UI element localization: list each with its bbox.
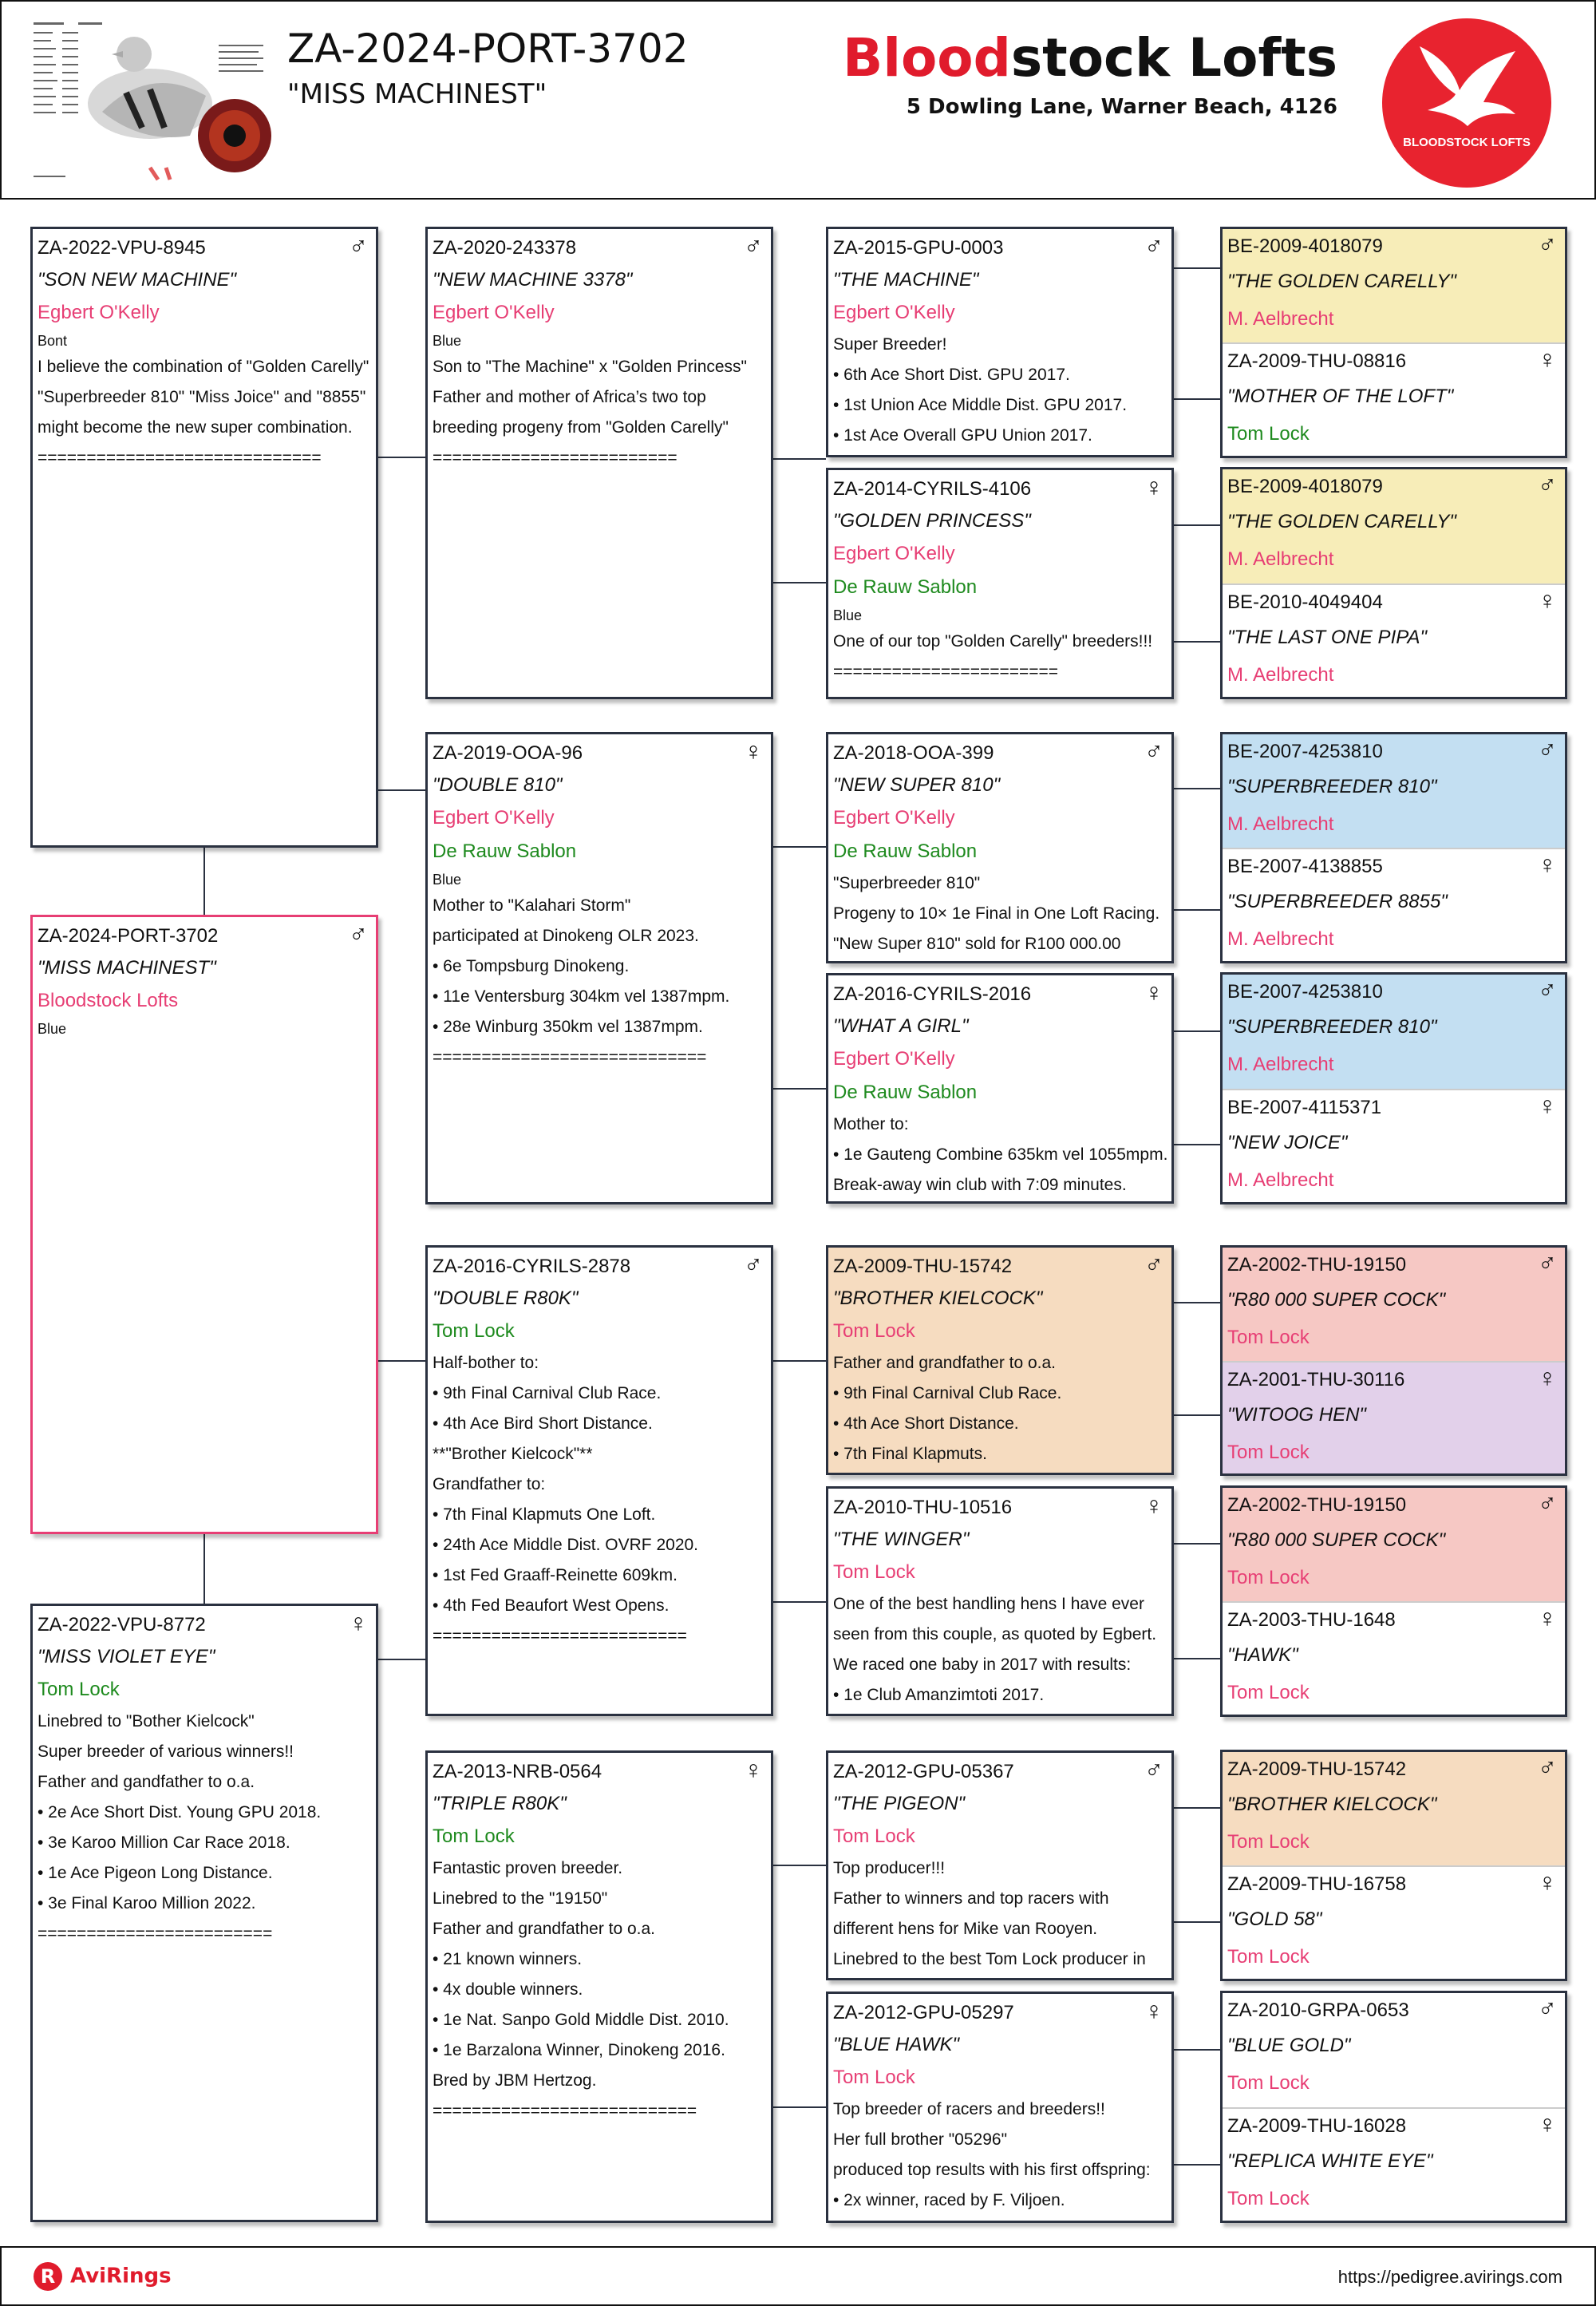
great-granddam[interactable] [1223,848,1565,961]
co-owner-name: De Rauw Sablon [433,841,577,862]
grandparent-card[interactable] [425,227,773,699]
ring-number: ZA-2010-GRPA-0653 [1227,1999,1409,2021]
ring-number: ZA-2009-THU-15742 [1227,1758,1407,1780]
note-line: Bred by JBM Hertzog. [433,2071,597,2090]
note-line: might become the new super combination. [38,418,353,437]
sire-card[interactable] [30,227,378,848]
note-line: seen from this couple, as quoted by Egbert. [833,1625,1157,1643]
owner-name: Tom Lock [433,1320,515,1342]
feather-color: Blue [833,607,863,623]
great-granddam[interactable] [1223,342,1565,456]
owner-name: M. Aelbrecht [1227,308,1334,330]
feather-color: Bont [38,333,68,349]
note-line: different hens for Mike van Rooyen. [833,1920,1098,1938]
owner-name: Tom Lock [433,1825,515,1847]
pigeon-name: "WHAT A GIRL" [833,1015,969,1037]
grandparent-card[interactable] [425,732,773,1204]
pedigree-ring-number: ZA-2024-PORT-3702 [287,26,689,72]
great-granddam[interactable] [1223,2107,1565,2221]
ring-number: ZA-2002-THU-19150 [1227,1494,1407,1516]
note-line: Break-away win club with 7:09 minutes. [833,1176,1127,1194]
great-grandsire[interactable] [1223,734,1565,848]
ring-number: ZA-2003-THU-1648 [1227,1609,1396,1631]
ring-number: ZA-2013-NRB-0564 [433,1761,602,1782]
owner-name: Tom Lock [1227,1946,1310,1968]
ring-number: BE-2009-4018079 [1227,235,1383,257]
female-icon: ♀ [1144,978,1163,1007]
ring-number: ZA-2022-VPU-8772 [38,1614,206,1636]
note-line: • 3e Karoo Million Car Race 2018. [38,1833,290,1852]
co-owner-name: De Rauw Sablon [833,1082,978,1103]
pigeon-name: "BROTHER KIELCOCK" [1227,1794,1437,1815]
ring-number: ZA-2024-PORT-3702 [38,925,219,947]
note-line: • 21 known winners. [433,1950,583,1968]
ring-number: BE-2007-4115371 [1227,1096,1382,1118]
note-line: Progeny to 10× 1e Final in One Loft Racing. [833,904,1160,923]
pigeon-name: "NEW SUPER 810" [833,774,1001,796]
owner-name: Tom Lock [833,1825,915,1847]
pigeon-name: "BROTHER KIELCOCK" [833,1287,1043,1309]
great-grandparent-card[interactable] [826,1992,1174,2223]
note-line: Father and gandfather to o.a. [38,1773,255,1791]
pigeon-name: "SUPERBREEDER 8855" [1227,891,1448,912]
note-line: produced top results with his first offspring: [833,2161,1151,2179]
note-line: Super Breeder! [833,335,947,354]
note-line: • 1st Ace Overall GPU Union 2017. [833,426,1092,445]
owner-name: Tom Lock [1227,2187,1310,2209]
pigeon-name: "BLUE HAWK" [833,2034,959,2055]
owner-name: Egbert O'Kelly [38,302,160,323]
pigeon-name: "GOLDEN PRINCESS" [833,510,1031,532]
note-line: Father and grandfather to o.a. [433,1920,656,1938]
male-icon: ♂ [1538,230,1557,259]
great-grandparents-pair [1220,732,1567,963]
male-icon: ♂ [1538,1753,1557,1782]
great-grandparent-card[interactable] [826,973,1174,1204]
female-icon: ♀ [1538,1604,1557,1632]
great-granddam[interactable] [1223,1089,1565,1203]
note-line: Half-bother to: [433,1354,539,1372]
note-line: • 11e Ventersburg 304km vel 1387mpm. [433,987,730,1006]
owner-name: M. Aelbrecht [1227,548,1334,570]
owner-name: M. Aelbrecht [1227,1169,1334,1191]
ring-number: ZA-2018-OOA-399 [833,742,994,764]
note-line: • 1st Union Ace Middle Dist. GPU 2017. [833,396,1128,414]
pigeon-name: "THE MACHINE" [833,269,979,291]
pigeon-name: "BLUE GOLD" [1227,2035,1351,2056]
ring-number: BE-2007-4253810 [1227,981,1383,1003]
pigeon-name: "SUPERBREEDER 810" [1227,776,1437,797]
co-owner-name: De Rauw Sablon [833,841,978,862]
owner-name: Tom Lock [1227,423,1310,445]
owner-name: Egbert O'Kelly [433,807,555,829]
note-line: • 1st Fed Graaff-Reinette 609km. [433,1566,678,1584]
male-icon: ♂ [1144,231,1163,260]
owner-name: M. Aelbrecht [1227,1054,1334,1075]
pigeon-name: "THE PIGEON" [833,1793,966,1814]
male-icon: ♂ [1144,1755,1163,1784]
note-line: ======================= [833,663,1059,681]
pigeon-name: "NEW JOICE" [1227,1131,1348,1153]
ring-number: ZA-2009-THU-16758 [1227,1873,1407,1895]
great-granddam[interactable] [1223,1601,1565,1715]
subject-card[interactable] [30,915,378,1534]
feather-color: Blue [433,872,462,888]
owner-name: Tom Lock [833,2067,915,2088]
male-icon: ♂ [1538,470,1557,499]
note-line: One of the best handling hens I have ever [833,1595,1144,1613]
pigeon-name: "HAWK" [1227,1644,1298,1666]
great-grandsire[interactable] [1223,1248,1565,1361]
feather-color: Blue [433,333,462,349]
note-line: "New Super 810" sold for R100 000.00 [833,935,1121,953]
note-line: • 4th Ace Bird Short Distance. [433,1414,653,1433]
pigeon-name: "GOLD 58" [1227,1908,1322,1930]
note-line: ========================== [433,1627,687,1645]
pigeon-name: "REPLICA WHITE EYE" [1227,2150,1433,2172]
female-icon: ♀ [744,737,763,765]
pigeon-name: "DOUBLE 810" [433,774,563,796]
great-grandparents-pair [1220,227,1567,458]
grandparent-card[interactable] [425,1245,773,1716]
ring-number: ZA-2016-CYRILS-2016 [833,983,1032,1005]
ring-number: ZA-2009-THU-08816 [1227,350,1407,372]
male-icon: ♂ [1538,1994,1557,2023]
ring-number: ZA-2022-VPU-8945 [38,237,206,259]
note-line: • 2x winner, raced by F. Viljoen. [833,2191,1065,2209]
note-line: I believe the combination of "Golden Carelly" [38,358,369,376]
female-icon: ♀ [1144,473,1163,501]
female-icon: ♀ [744,1755,763,1784]
great-grandsire[interactable] [1223,1752,1565,1865]
male-icon: ♂ [1538,1248,1557,1277]
note-line: Father and mother of Africa’s two top [433,388,706,406]
male-icon: ♂ [744,231,763,260]
great-grandparents-pair [1220,467,1567,699]
male-icon: ♂ [1538,735,1557,764]
female-icon: ♀ [1538,345,1557,374]
owner-name: Tom Lock [1227,1441,1310,1463]
note-line: ============================ [433,1048,707,1066]
pigeon-name: "THE GOLDEN CARELLY" [1227,271,1456,292]
owner-name: Tom Lock [38,1679,120,1700]
ring-number: ZA-2002-THU-19150 [1227,1254,1407,1276]
pigeon-name: "WITOOG HEN" [1227,1403,1366,1426]
owner-name: M. Aelbrecht [1227,663,1334,686]
great-grandparents-pair [1220,1750,1567,1981]
loft-address: 5 Dowling Lane, Warner Beach, 4126 [906,95,1337,119]
pigeon-name: "R80 000 SUPER COCK" [1227,1289,1446,1311]
note-line: • 1e Gauteng Combine 635km vel 1055mpm. [833,1145,1168,1164]
ring-number: ZA-2016-CYRILS-2878 [433,1256,631,1277]
note-line: • 1e Barzalona Winner, Dinokeng 2016. [433,2041,725,2059]
pigeon-name: "THE LAST ONE PIPA" [1227,626,1427,648]
owner-name: Egbert O'Kelly [833,1048,955,1070]
great-grandparents-pair [1220,1991,1567,2223]
great-grandsire[interactable] [1223,1993,1565,2107]
note-line: "Superbreeder 810" "Miss Joice" and "8855" [38,388,366,406]
great-grandparent-card[interactable] [826,1245,1174,1475]
female-icon: ♀ [349,1608,368,1637]
note-line: We raced one baby in 2017 with results: [833,1655,1132,1674]
note-line: Linebred to the best Tom Lock producer in [833,1950,1146,1968]
male-icon: ♂ [1144,1250,1163,1279]
owner-name: Egbert O'Kelly [833,807,955,829]
male-icon: ♂ [744,1250,763,1279]
page-footer [0,2246,1596,2306]
ring-number: ZA-2010-THU-10516 [833,1497,1013,1518]
ring-number: BE-2009-4018079 [1227,476,1383,497]
note-line: ======================== [38,1924,273,1943]
owner-name: Tom Lock [833,1561,915,1583]
ring-number: ZA-2012-GPU-05367 [833,1761,1014,1782]
male-icon: ♂ [1144,737,1163,765]
ring-number: ZA-2001-THU-30116 [1227,1368,1405,1390]
note-line: Mother to "Kalahari Storm" [433,896,631,915]
male-icon: ♂ [1538,975,1557,1004]
great-granddam[interactable] [1223,1361,1565,1474]
owner-name: Bloodstock Lofts [38,990,179,1011]
ring-number: BE-2007-4138855 [1227,856,1383,877]
pigeon-name: "MISS MACHINEST" [38,957,216,979]
feather-color: Blue [38,1021,67,1037]
ring-number: ZA-2009-THU-16028 [1227,2114,1407,2137]
owner-name: Tom Lock [1227,1567,1310,1588]
grandparent-card[interactable] [425,1750,773,2223]
note-line: participated at Dinokeng OLR 2023. [433,927,699,945]
great-grandparent-card[interactable] [826,1750,1174,1980]
ring-number: ZA-2009-THU-15742 [833,1256,1013,1277]
great-grandparents-pair [1220,1485,1567,1717]
owner-name: Egbert O'Kelly [833,302,955,323]
note-line: • 1e Nat. Sanpo Gold Middle Dist. 2010. [433,2011,729,2029]
note-line: • 4th Fed Beaufort West Opens. [433,1596,670,1615]
owner-name: Egbert O'Kelly [433,302,555,323]
female-icon: ♀ [1538,585,1557,615]
pigeon-name: "NEW MACHINE 3378" [433,269,633,291]
logo-text: BLOODSTOCK LOFTS [1403,136,1531,149]
note-line: ============================= [38,449,322,467]
female-icon: ♀ [1144,1491,1163,1520]
pigeon-name: "DOUBLE R80K" [433,1287,579,1309]
female-icon: ♀ [1538,1090,1557,1120]
note-line: "Superbreeder 810" [833,874,981,892]
note-line: **"Brother Kielcock"** [433,1445,593,1463]
owner-name: M. Aelbrecht [1227,813,1334,835]
female-icon: ♀ [1144,1996,1163,2025]
note-line: • 7th Final Klapmuts. [833,1445,987,1463]
ring-number: ZA-2012-GPU-05297 [833,2002,1014,2023]
note-line: Grandfather to: [433,1475,546,1493]
female-icon: ♀ [1538,1868,1557,1897]
note-line: Top breeder of racers and breeders!! [833,2100,1105,2118]
avirings-logo-icon: R [34,2262,62,2291]
ring-number: BE-2007-4253810 [1227,741,1383,762]
dam-card[interactable] [30,1604,378,2222]
great-granddam[interactable] [1223,1865,1565,1979]
note-line: • 1e Club Amanzimtoti 2017. [833,1686,1045,1704]
ring-number: ZA-2019-OOA-96 [433,742,583,764]
great-grandparents-pair [1220,972,1567,1204]
note-line: • 7th Final Klapmuts One Loft. [433,1505,656,1524]
pigeon-name: "SUPERBREEDER 810" [1227,1016,1437,1038]
note-line: • 1e Ace Pigeon Long Distance. [38,1864,273,1882]
pigeon-name: "MISS VIOLET EYE" [38,1646,215,1667]
female-icon: ♀ [1538,1363,1557,1392]
note-line: • 6th Ace Short Dist. GPU 2017. [833,366,1070,384]
female-icon: ♀ [1538,2109,1557,2138]
note-line: breeding progeny from "Golden Carelly" [433,418,729,437]
avirings-brand[interactable]: R AviRings [34,2262,172,2291]
ring-number: ZA-2020-243378 [433,237,577,259]
note-line: Linebred to "Bother Kielcock" [38,1712,255,1730]
note-line: • 3e Final Karoo Million 2022. [38,1894,256,1912]
owner-name: Tom Lock [1227,1831,1310,1853]
owner-name: Tom Lock [1227,2072,1310,2094]
great-grandsire[interactable] [1223,469,1565,583]
note-line: Father and grandfather to o.a. [833,1354,1057,1372]
female-icon: ♀ [1538,850,1557,879]
great-grandparent-card[interactable] [826,732,1174,963]
great-grandsire[interactable] [1223,229,1565,342]
note-line: Mother to: [833,1115,909,1133]
ring-number: BE-2010-4049404 [1227,591,1383,613]
note-line: • 4x double winners. [433,1980,583,1999]
note-line: • 9th Final Carnival Club Race. [433,1384,662,1402]
note-line: Super breeder of various winners!! [38,1742,294,1761]
note-line: Her full brother "05296" [833,2130,1008,2149]
pedigree-pigeon-name: "MISS MACHINEST" [287,78,547,110]
note-line: One of our top "Golden Carelly" breeders!!! [833,632,1153,651]
note-line: • 2e Ace Short Dist. Young GPU 2018. [38,1803,322,1821]
great-grandparent-card[interactable] [826,468,1174,699]
great-grandsire[interactable] [1223,975,1565,1089]
note-line: Top producer!!! [833,1859,946,1877]
great-grandparent-card[interactable] [826,1486,1174,1716]
note-line: ========================= [433,449,678,467]
note-line: Father to winners and top racers with [833,1889,1109,1908]
note-line: Son to "The Machine" x "Golden Princess" [433,358,748,376]
pigeon-name: "TRIPLE R80K" [433,1793,567,1814]
ring-number: ZA-2015-GPU-0003 [833,237,1004,259]
pigeon-name: "THE GOLDEN CARELLY" [1227,511,1456,532]
pigeon-name: "SON NEW MACHINE" [38,269,237,291]
note-line: Linebred to the "19150" [433,1889,608,1908]
pigeon-name: "THE WINGER" [833,1529,970,1550]
note-line: • 4th Ace Short Distance. [833,1414,1019,1433]
pigeon-name: "R80 000 SUPER COCK" [1227,1529,1446,1551]
co-owner-name: De Rauw Sablon [833,576,978,598]
note-line: =========================== [433,2102,697,2120]
male-icon: ♂ [1538,1489,1557,1517]
great-grandparent-card[interactable] [826,227,1174,457]
pigeon-name: "MOTHER OF THE LOFT" [1227,386,1454,407]
owner-name: Tom Lock [1227,1327,1310,1348]
loft-name: Bloodstock Lofts [843,27,1337,89]
note-line: • 9th Final Carnival Club Race. [833,1384,1062,1402]
great-grandparents-pair [1220,1245,1567,1476]
great-granddam[interactable] [1223,583,1565,698]
ring-number: ZA-2014-CYRILS-4106 [833,478,1032,500]
owner-name: Egbert O'Kelly [833,543,955,564]
note-line: • 28e Winburg 350km vel 1387mpm. [433,1018,703,1036]
owner-name: Tom Lock [1227,1682,1310,1703]
owner-name: M. Aelbrecht [1227,928,1334,950]
note-line: Fantastic proven breeder. [433,1859,623,1877]
pedigree-url[interactable]: https://pedigree.avirings.com [1337,2267,1562,2287]
note-line: • 6e Tompsburg Dinokeng. [433,957,630,975]
male-icon: ♂ [349,920,368,948]
owner-name: Tom Lock [833,1320,915,1342]
great-grandsire[interactable] [1223,1488,1565,1601]
note-line: • 24th Ace Middle Dist. OVRF 2020. [433,1536,699,1554]
male-icon: ♂ [349,231,368,260]
